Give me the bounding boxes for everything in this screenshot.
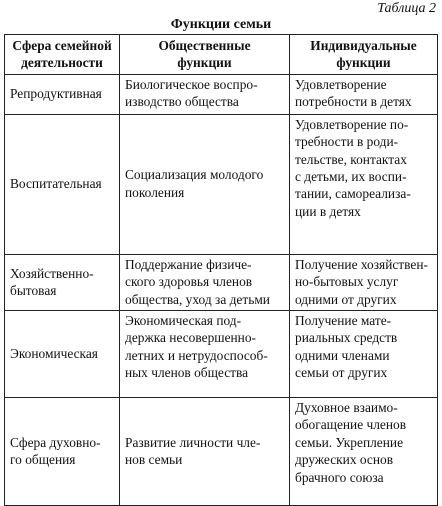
table-row	[5, 311, 438, 398]
cell-individual-function: Духовное взаимо- обогащение членов семьи. Укрепление дружеских основ брачного союза	[290, 398, 438, 506]
cell-individual-function: Удовлетворение потребности в детях	[290, 74, 438, 114]
cell-sphere: Сфера духовно- го общения	[5, 398, 120, 506]
cell-individual-function: Получение хозяйствен- но-бытовых услуг одними от других	[290, 254, 438, 310]
cell-sphere: Экономическая	[5, 311, 120, 398]
cell-sphere: Воспитательная	[5, 114, 120, 254]
header-social-functions: Общественные функции	[120, 35, 290, 75]
header-individual-functions: Индивидуальные функции	[290, 35, 438, 75]
table-row	[5, 398, 438, 506]
cell-sphere: Репродуктивная	[5, 74, 120, 114]
cell-social-function: Развитие личности чле- нов семьи	[120, 398, 290, 506]
header-sphere: Сфера семейной деятельности	[5, 35, 120, 75]
table-header-row	[5, 35, 438, 75]
cell-social-function: Биологическое воспро- изводство общества	[120, 74, 290, 114]
cell-social-function: Социализация молодого поколения	[120, 114, 290, 254]
family-functions-table	[4, 34, 438, 506]
table-title: Функции семьи	[170, 17, 272, 32]
table-row	[5, 74, 438, 114]
table-row	[5, 254, 438, 310]
cell-social-function: Экономическая под- держка несовершенно- летних и нетрудоспособ- ных членов общества	[120, 311, 290, 398]
cell-individual-function: Удовлетворение по- требности в роди- тельстве, контактах с детьми, их воспи- тании, самореализа- ции в детях	[290, 114, 438, 254]
cell-individual-function: Получение мате- риальных средств одними членами семьи от других	[290, 311, 438, 398]
cell-social-function: Поддержание физиче- ского здоровья членов общества, уход за детьми	[120, 254, 290, 310]
cell-sphere: Хозяйственно- бытовая	[5, 254, 120, 310]
table-number: Таблица 2	[377, 1, 436, 16]
table-row	[5, 114, 438, 254]
